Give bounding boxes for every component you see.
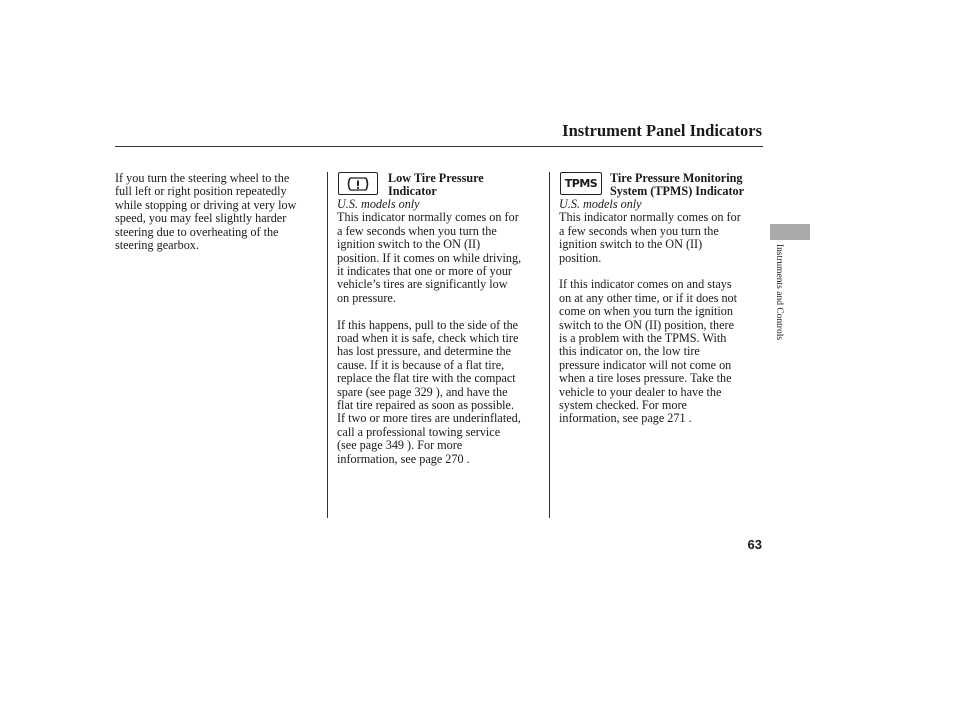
text-line: vehicle’s tires are significantly low xyxy=(337,277,508,292)
text-line: road when it is safe, check which tire xyxy=(337,331,519,346)
text-line: This indicator normally comes on for xyxy=(337,210,519,225)
text-line: speed, you may feel slightly harder xyxy=(115,211,287,226)
text-line: flat tire repaired as soon as possible. xyxy=(337,398,515,413)
text-line: on at any other time, or if it does not xyxy=(559,290,738,305)
text-line: when a tire loses pressure. Take the xyxy=(559,371,732,386)
text-line: this indicator on, the low tire xyxy=(559,344,700,359)
text-line: steering due to overheating of the xyxy=(115,224,279,239)
text-line: system checked. For more xyxy=(559,398,687,413)
text-line: If this happens, pull to the side of the xyxy=(337,317,519,332)
indicator-title: Tire Pressure Monitoring System (TPMS) Indicator xyxy=(610,171,745,198)
column-divider xyxy=(327,172,328,518)
page-number: 63 xyxy=(747,537,762,552)
text-line: has lost pressure, and determine the xyxy=(337,344,511,359)
tpms-icon: TPMS xyxy=(560,172,602,195)
text-line: it indicates that one or more of your xyxy=(337,264,512,279)
text-line: a few seconds when you turn the xyxy=(559,223,719,238)
indicator-heading xyxy=(559,172,764,200)
text-line: switch to the ON (II) position, there xyxy=(559,317,734,332)
text-line: come on when you turn the ignition xyxy=(559,304,733,319)
indicator-heading xyxy=(337,172,544,200)
text-line: spare (see page 329 ), and have the xyxy=(337,384,508,399)
text-line: on pressure. xyxy=(337,290,396,305)
indicator-title: Low Tire Pressure Indicator xyxy=(388,171,484,198)
text-line: a few seconds when you turn the xyxy=(337,223,497,238)
text-line: while stopping or driving at very low xyxy=(115,197,297,212)
text-line: information, see page 271 . xyxy=(559,411,692,426)
text-line: replace the flat tire with the compact xyxy=(337,371,516,386)
text-line: information, see page 270 . xyxy=(337,451,470,466)
text-line: If this indicator comes on and stays xyxy=(559,277,732,292)
tire-pressure-warning-icon xyxy=(338,172,378,195)
text-line: This indicator normally comes on for xyxy=(559,210,741,225)
text-line: is a problem with the TPMS. With xyxy=(559,331,727,346)
page-title: Instrument Panel Indicators xyxy=(562,121,762,140)
text-line: If two or more tires are underinflated, xyxy=(337,411,521,426)
header-rule xyxy=(115,146,763,147)
text-line: position. If it comes on while driving, xyxy=(337,250,522,265)
tpms-section xyxy=(559,172,764,426)
section-label: Instruments and Controls xyxy=(774,244,784,341)
text-line: pressure indicator will not come on xyxy=(559,357,732,372)
text-line: If you turn the steering wheel to the xyxy=(115,171,290,185)
text-line: full left or right position repeatedly xyxy=(115,184,287,199)
text-line: ignition switch to the ON (II) xyxy=(559,237,703,252)
text-line: cause. If it is because of a flat tire, xyxy=(337,357,505,372)
steering-note-column xyxy=(115,172,320,252)
text-line: call a professional towing service xyxy=(337,424,501,439)
models-note: U.S. models only xyxy=(559,197,642,211)
section-tab xyxy=(770,224,810,240)
text-line: vehicle to your dealer to have the xyxy=(559,384,722,399)
models-note: U.S. models only xyxy=(337,197,420,211)
low-tire-pressure-section xyxy=(337,172,544,466)
text-line: steering gearbox. xyxy=(115,238,199,253)
text-line: ignition switch to the ON (II) xyxy=(337,237,481,252)
column-divider xyxy=(549,172,550,518)
text-line: position. xyxy=(559,250,602,265)
text-line: (see page 349 ). For more xyxy=(337,438,463,453)
